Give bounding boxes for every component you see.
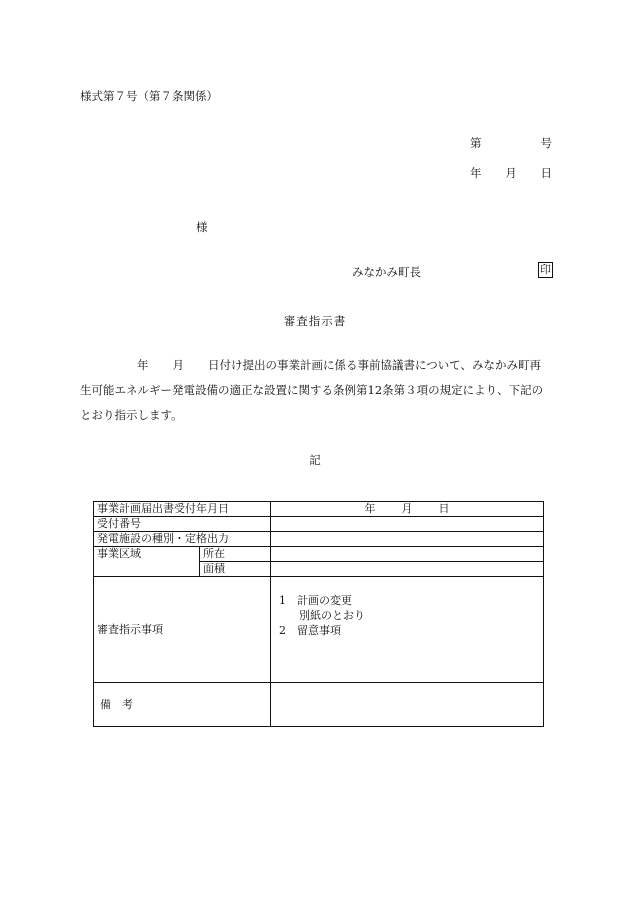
remarks-value: [271, 683, 544, 727]
instruction-item-2: 2 留意事項: [279, 624, 341, 637]
addressee: 様: [196, 220, 208, 234]
date-day: 日: [438, 502, 450, 515]
number-label-go: 号: [540, 136, 552, 150]
body-month: 月: [172, 358, 184, 372]
month-label: 月: [505, 166, 517, 180]
table-row: [94, 532, 544, 547]
instruction-value: [271, 577, 544, 683]
issuer-name: みなかみ町長: [352, 265, 421, 279]
issue-date-line: [470, 165, 552, 181]
year-label: 年: [470, 166, 482, 180]
ki-heading: 記: [309, 453, 321, 467]
instruction-table: [93, 501, 544, 727]
location-value: [271, 547, 544, 562]
plan-date-value: [271, 502, 544, 517]
table-row: [94, 547, 544, 562]
instruction-item-1: 1 計画の変更: [279, 594, 352, 607]
day-label: 日: [540, 166, 552, 180]
seal-stamp: 印: [540, 263, 551, 276]
remarks-label: 備 考: [94, 683, 271, 727]
instruction-item-1-sub: 別紙のとおり: [299, 609, 365, 622]
date-year: 年: [364, 502, 376, 515]
location-label: 所在: [200, 547, 271, 562]
body-year: 年: [137, 358, 149, 372]
plan-date-label: 事業計画届出書受付年月日: [94, 502, 271, 517]
instruction-label: 審査指示事項: [94, 577, 271, 683]
document-title: 審査指示書: [283, 314, 347, 328]
receipt-number-label: 受付番号: [94, 517, 271, 532]
table-row: [94, 683, 544, 727]
body-paragraph: [80, 353, 550, 428]
date-month: 月: [401, 502, 413, 515]
table-row: [94, 577, 544, 683]
area-label: 事業区域: [94, 547, 200, 577]
size-label: 面積: [200, 562, 271, 577]
facility-value: [271, 532, 544, 547]
table-row: [94, 502, 544, 517]
body-text: 日付け提出の事業計画に係る事前協議書について、みなかみ町再生可能エネルギー発電設備の適正な設置に関する条例第12条第３項の規定により、下記のとおり指示します。: [80, 358, 544, 422]
document-number-line: [470, 135, 552, 151]
facility-label: 発電施設の種別・定格出力: [94, 532, 271, 547]
number-label-dai: 第: [470, 136, 482, 150]
receipt-number-value: [271, 517, 544, 532]
size-value: [271, 562, 544, 577]
table-row: [94, 517, 544, 532]
form-number: 様式第７号（第７条関係）: [80, 89, 218, 103]
